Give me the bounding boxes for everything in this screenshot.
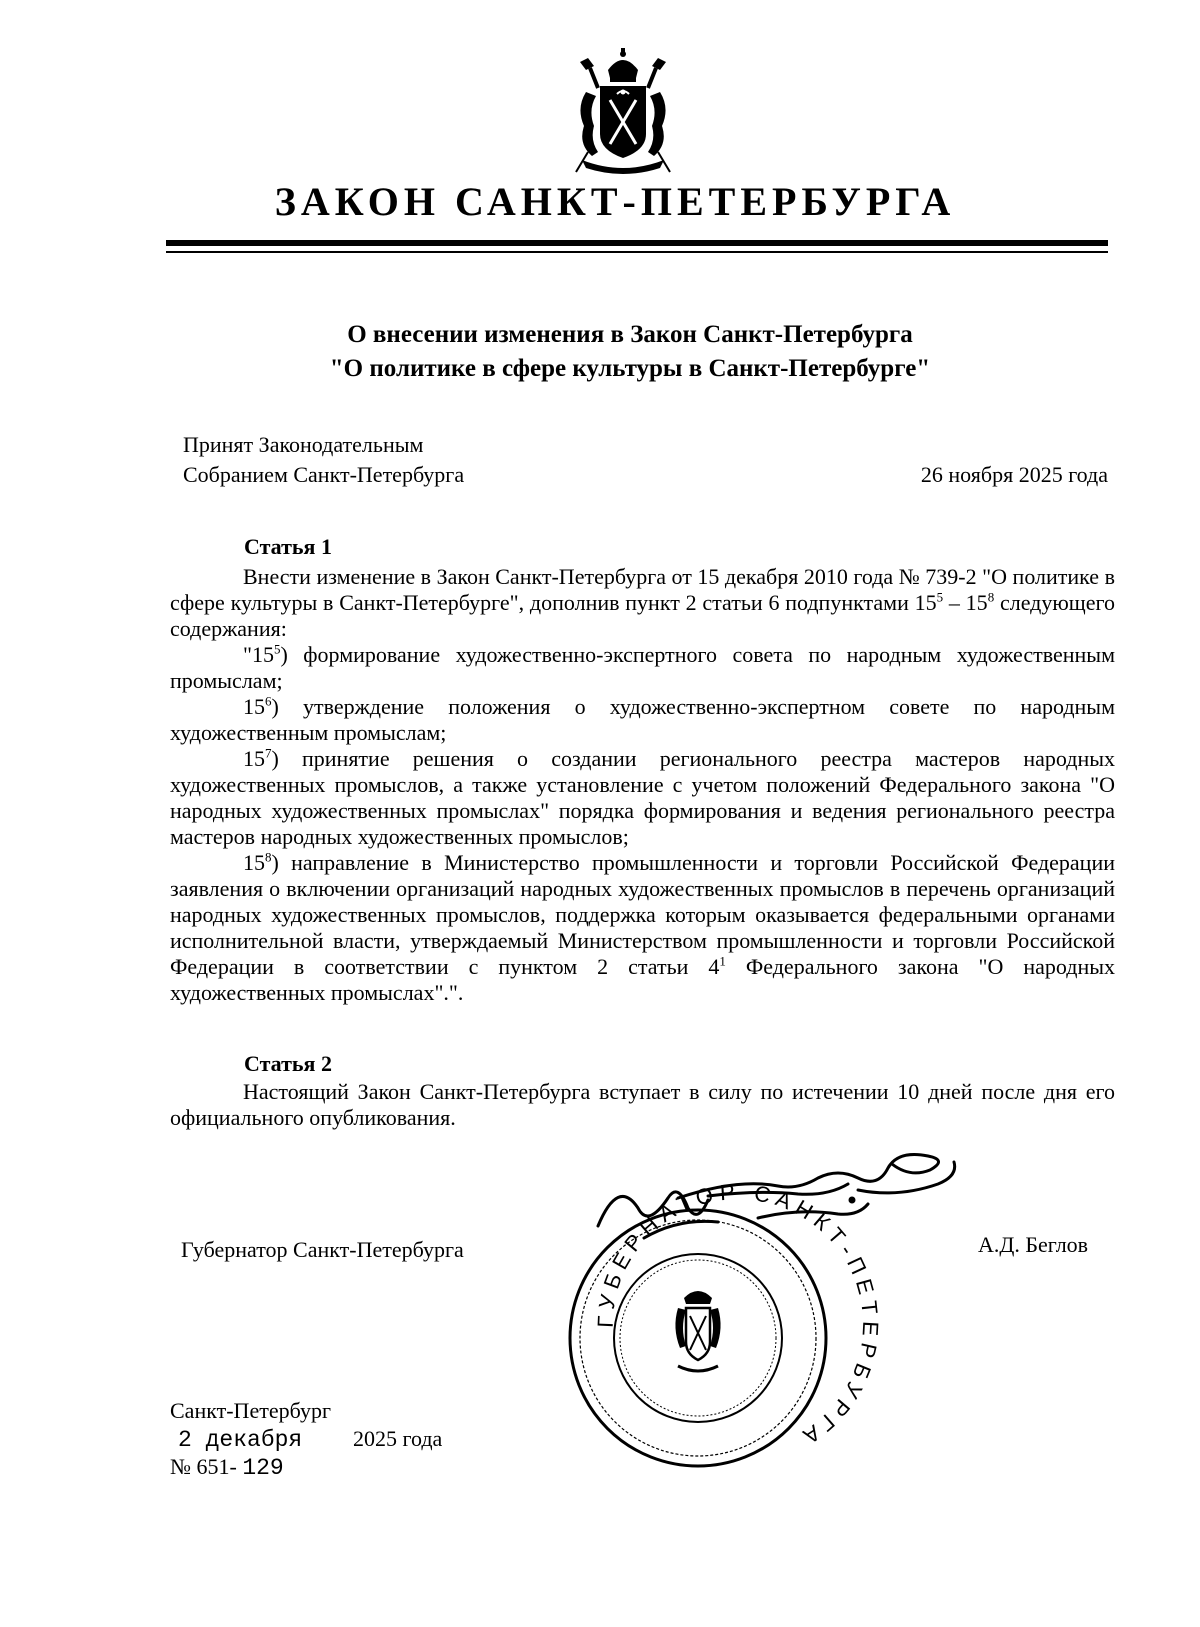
adoption-block bbox=[183, 430, 464, 490]
law-subject bbox=[160, 318, 1100, 386]
article-1-item: $15^8$) направление в Министерство промышленности и торговли Российской Федерации заявления о включении организаций народных художественных промыслов в перечень организаций народных художественных промыслов, поддержка которым оказывается федеральными органами исполнительной власти, утверждаемый Министерством промышленности и торговли Российской Федерации в соответствии с пунктом 2 статьи $4^1$ Федерального закона "О народных художественных промыслах".". bbox=[170, 849, 1115, 1005]
signing-year: 2025 года bbox=[353, 1426, 443, 1451]
seal-text: ГУБЕРНАТОР САНКТ-ПЕТЕРБУРГА bbox=[592, 1179, 884, 1453]
article-2-text: Настоящий Закон Санкт-Петербурга вступает в силу по истечении 10 дней после дня его официального опубликования. bbox=[170, 1079, 1115, 1130]
signing-day: 2 декабря bbox=[178, 1427, 303, 1453]
subject-line-2: "О политике в сфере культуры в Санкт-Петербурге" bbox=[329, 355, 931, 382]
law-title: ЗАКОН САНКТ-ПЕТЕРБУРГА bbox=[274, 179, 956, 224]
adoption-line-2: Собранием Санкт-Петербурга bbox=[183, 462, 465, 487]
law-number bbox=[170, 1453, 284, 1482]
governor-name: А.Д. Беглов bbox=[978, 1232, 1089, 1257]
article-1-heading: Статья 1 bbox=[244, 534, 332, 559]
signing-place: Санкт-Петербург bbox=[170, 1398, 331, 1423]
article-2-heading: Статья 2 bbox=[244, 1051, 332, 1076]
article-1-item: "$15^5$) формирование художественно-экспертного совета по народным художественным промыслам; bbox=[170, 641, 1115, 693]
article-1-body bbox=[170, 564, 1115, 1006]
title-divider-thick bbox=[166, 240, 1108, 246]
article-1-intro: Внести изменение в Закон Санкт-Петербурга от 15 декабря 2010 года № 739-2 "О политике в сфере культуры в Санкт-Петербурге", дополнив пункт 2 статьи 6 подпунктами $15^5 - 15^8$ следующего содержания: bbox=[170, 564, 1115, 641]
adoption-line-1: Принят Законодательным bbox=[183, 432, 424, 457]
signing-date bbox=[178, 1425, 443, 1454]
adoption-date: 26 ноября 2025 года bbox=[920, 462, 1108, 487]
law-number-value: 129 bbox=[242, 1455, 284, 1481]
article-1-item: $15^6$) утверждение положения о художественно-экспертном совете по народным художественным промыслам; bbox=[170, 693, 1115, 745]
subject-line-1: О внесении изменения в Закон Санкт-Петербурга bbox=[347, 321, 913, 348]
official-seal bbox=[558, 1138, 998, 1468]
governor-label: Губернатор Санкт-Петербурга bbox=[181, 1237, 464, 1262]
seal-emblem-icon bbox=[675, 1291, 720, 1371]
title-divider-thin bbox=[166, 251, 1108, 253]
article-2-body bbox=[170, 1079, 1115, 1131]
coat-of-arms-icon bbox=[568, 48, 678, 174]
article-1-item: $15^7$) принятие решения о создании регионального реестра мастеров народных художественных промыслов, а также установление с учетом положений Федерального закона "О народных художественных промыслах" порядка формирования и ведения регионального реестра мастеров народных художественных промыслов; bbox=[170, 745, 1115, 849]
law-number-prefix: № 651- bbox=[170, 1454, 237, 1479]
